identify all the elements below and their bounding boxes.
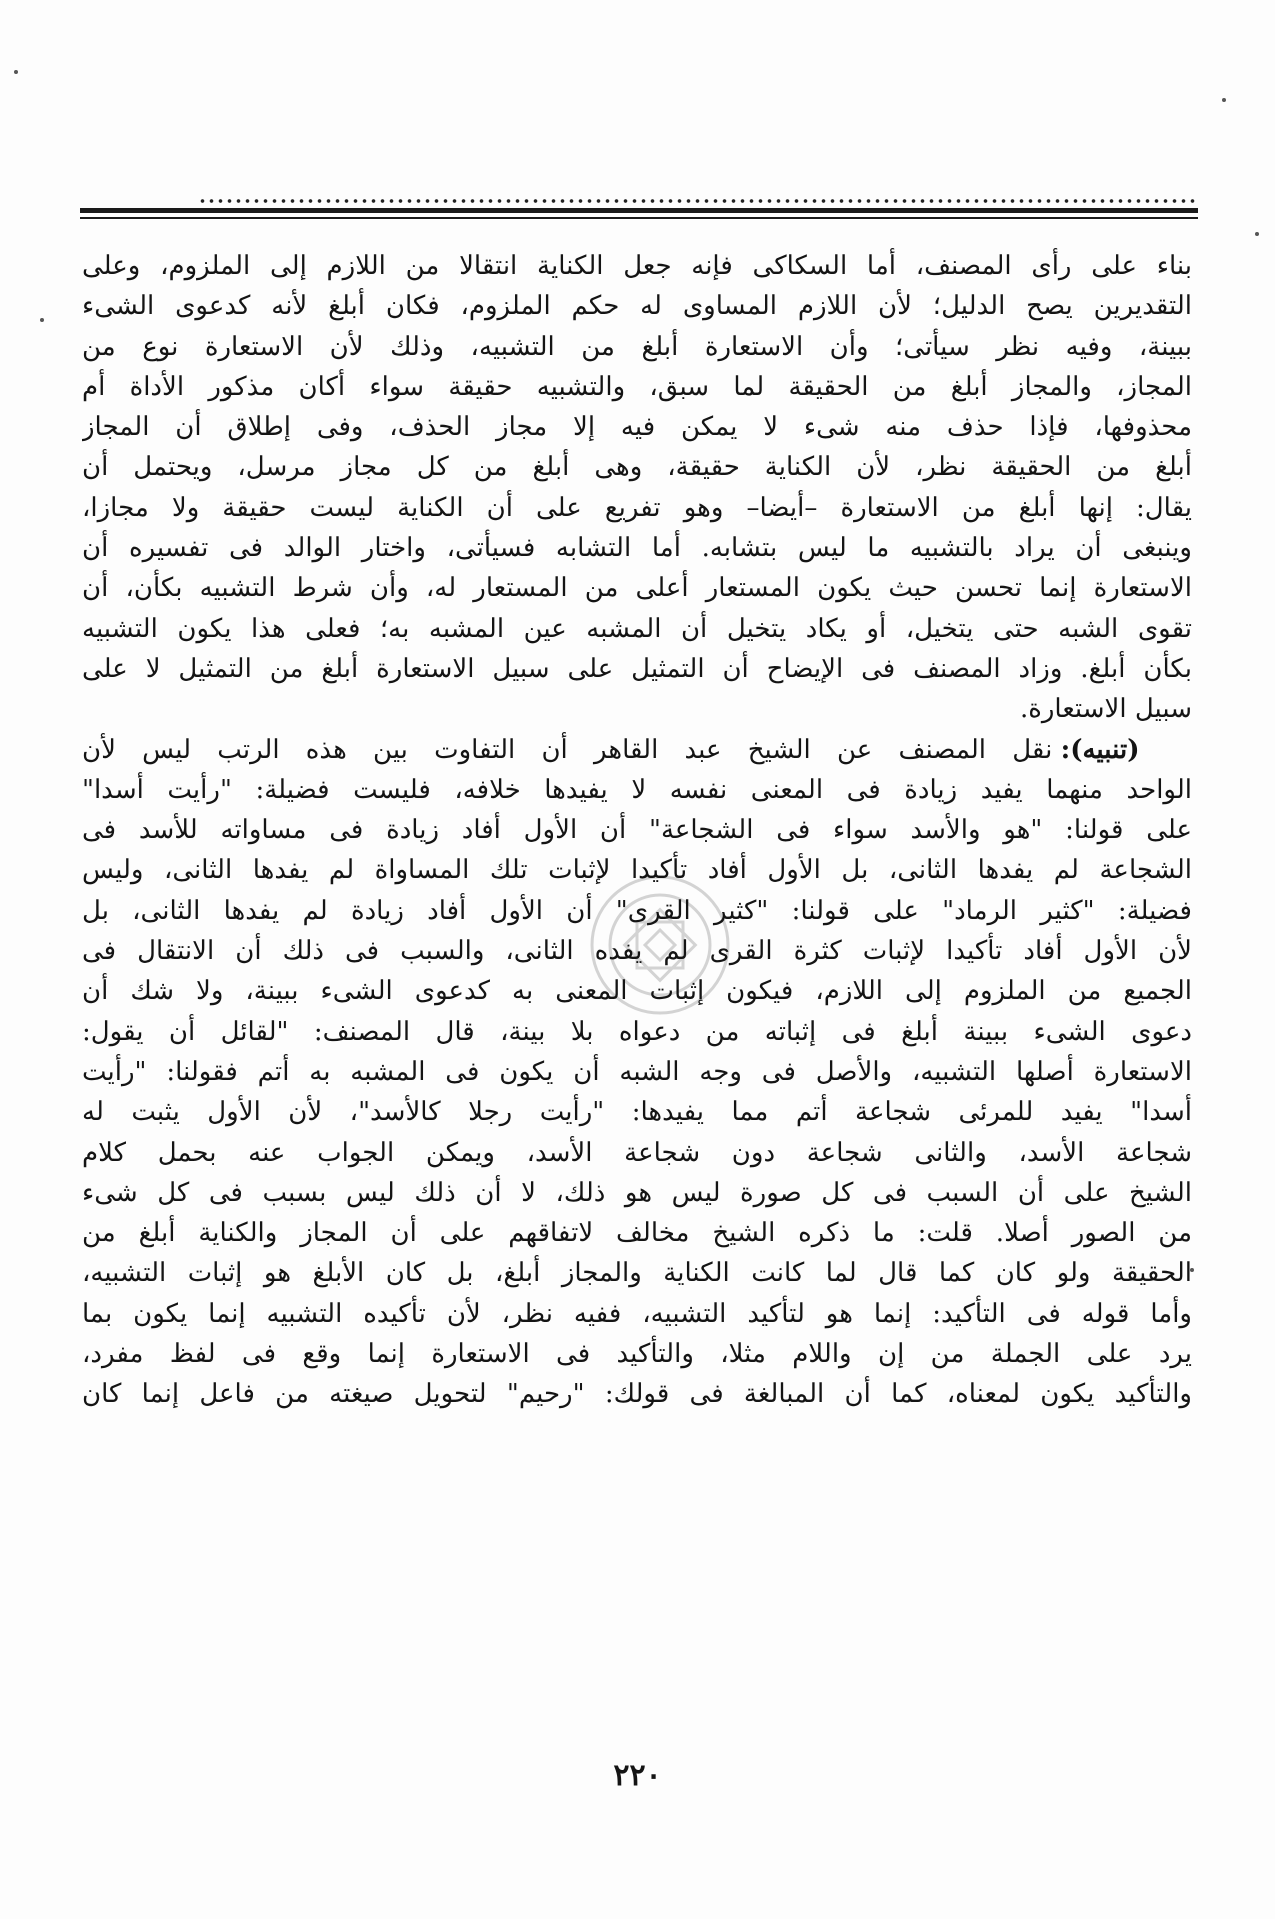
text-line: يقال: إنها أبلغ من الاستعارة –أيضا– وهو تفريع على أن الكناية ليست حقيقة ولا مجازا، bbox=[82, 492, 1192, 523]
paragraph-1 bbox=[82, 246, 1192, 730]
text-line: محذوفها، فإذا حذف منه شىء لا يمكن فيه إلا مجاز الحذف، وفى إطلاق أن المجاز bbox=[82, 412, 1192, 443]
text-line: أسدا" يفيد للمرئى شجاعة أتم مما يفيدها: "رأيت رجلا كالأسد"، لأن الأول يثبت له bbox=[82, 1097, 1192, 1128]
text-line: الجميع من الملزوم إلى اللازم، فيكون إثبات المعنى به كدعوى الشىء ببينة، ولا شك أن bbox=[82, 976, 1192, 1007]
text-line: الاستعارة أصلها التشبيه، والأصل فى وجه الشبه أن يكون فى المشبه به أتم فقولنا: "رأيت bbox=[82, 1056, 1192, 1087]
text-line: وينبغى أن يراد بالتشبيه ما ليس بتشابه. أما التشابه فسيأتى، واختار الوالد فى تفسيره أن bbox=[82, 533, 1192, 564]
text-line: التقديرين يصح الدليل؛ لأن اللازم المساوى له حكم الملزوم، فكان أبلغ لأنه كدعوى الشىء bbox=[82, 291, 1192, 322]
text-line: لأن الأول أفاد تأكيدا لإثبات كثرة القرى لم يفده الثانى، والسبب فى ذلك أن الانتقال فى bbox=[82, 936, 1192, 967]
scan-speck bbox=[1255, 232, 1259, 236]
text-line: من الصور أصلا. قلت: ما ذكره الشيخ مخالف لاتفاقهم على أن المجاز والكناية أبلغ من bbox=[82, 1218, 1192, 1249]
text-line: الواحد منهما يفيد زيادة فى المعنى نفسه لا يفيدها خلافه، فليست فضيلة: "رأيت أسدا" bbox=[82, 774, 1192, 805]
text-line: أبلغ من الحقيقة نظر، لأن الكناية حقيقة، وهى أبلغ من كل مجاز مرسل، ويحتمل أن bbox=[82, 452, 1192, 483]
text-line: وأما قوله فى التأكيد: إنما هو لتأكيد التشبيه، ففيه نظر، لأن تأكيده التشبيه إنما يكون بما bbox=[82, 1298, 1192, 1329]
dotted-rule bbox=[198, 198, 1198, 204]
text-line: فضيلة: "كثير الرماد" على قولنا: "كثير القرى" أن الأول أفاد زيادة لم يفدها الثانى، بل bbox=[82, 895, 1192, 926]
thick-rule bbox=[80, 208, 1198, 213]
page-number: ٢٢٠ bbox=[613, 1758, 662, 1793]
text-line: والتأكيد يكون لمعناه، كما أن المبالغة فى قولك: "رحيم" لتحويل صيغته من فاعل إنما كان bbox=[82, 1379, 1192, 1410]
text-line bbox=[82, 730, 1192, 770]
text-line: تقوى الشبه حتى يتخيل، أو يكاد يتخيل أن المشبه عين المشبه به؛ فعلى هذا يكون التشبيه bbox=[82, 613, 1192, 644]
text-line: ببينة، وفيه نظر سيأتى؛ وأن الاستعارة أبلغ من التشبيه، وذلك لأن الاستعارة نوع من bbox=[82, 331, 1192, 362]
paragraph-2 bbox=[82, 730, 1192, 1415]
text-line: على قولنا: "هو والأسد سواء فى الشجاعة" أن الأول أفاد زيادة فى مساواته للأسد فى bbox=[82, 815, 1192, 846]
scan-speck bbox=[40, 318, 44, 322]
scan-speck bbox=[1222, 98, 1226, 102]
text-line: يرد على الجملة من إن واللام مثلا، والتأكيد فى الاستعارة إنما وقع فى لفظ مفرد، bbox=[82, 1339, 1192, 1370]
text-line: بناء على رأى المصنف، أما السكاكى فإنه جعل الكناية انتقالا من اللازم إلى الملزوم، وعلى bbox=[82, 251, 1192, 281]
text-line: المجاز، والمجاز أبلغ من الحقيقة لما سبق، والتشبيه حقيقة سواء أكان مذكور الأداة أم bbox=[82, 371, 1192, 402]
text-line: الاستعارة إنما تحسن حيث يكون المستعار أعلى من المستعار له، وأن شرط التشبيه بكأن، أن bbox=[82, 573, 1192, 604]
text-line: بكأن أبلغ. وزاد المصنف فى الإيضاح أن التمثيل على سبيل الاستعارة أبلغ من التمثيل لا على bbox=[82, 653, 1192, 684]
text-line: الشجاعة لم يفدها الثانى، بل الأول أفاد تأكيدا لإثبات تلك المساواة لم يفدها الثانى، وليس bbox=[82, 855, 1192, 886]
header-ornament-rule bbox=[80, 198, 1198, 226]
text-line: دعوى الشىء ببينة أبلغ فى إثباته من دعواه بلا بينة، قال المصنف: "لقائل أن يقول: bbox=[82, 1016, 1192, 1047]
text-segment: نقل المصنف عن الشيخ عبد القاهر أن التفاوت بين هذه الرتب ليس لأن bbox=[82, 734, 1061, 765]
text-line: شجاعة الأسد، والثانى شجاعة دون شجاعة الأسد، ويمكن الجواب عنه بحمل كلام bbox=[82, 1137, 1192, 1168]
scan-speck bbox=[14, 70, 18, 74]
text-line: سبيل الاستعارة. bbox=[1019, 694, 1192, 725]
thin-rule bbox=[80, 217, 1198, 219]
note-label: (تنبيه): bbox=[1060, 734, 1140, 765]
main-text bbox=[82, 246, 1192, 1746]
text-line: الحقيقة ولو كان كما قال لما كانت الكناية والمجاز أبلغ، بل كان الأبلغ هو إثبات التشبيه، bbox=[82, 1258, 1192, 1289]
text-line: الشيخ على أن السبب فى كل صورة ليس هو ذلك، لا أن ذلك ليس بسبب فى كل شىء bbox=[82, 1177, 1192, 1208]
